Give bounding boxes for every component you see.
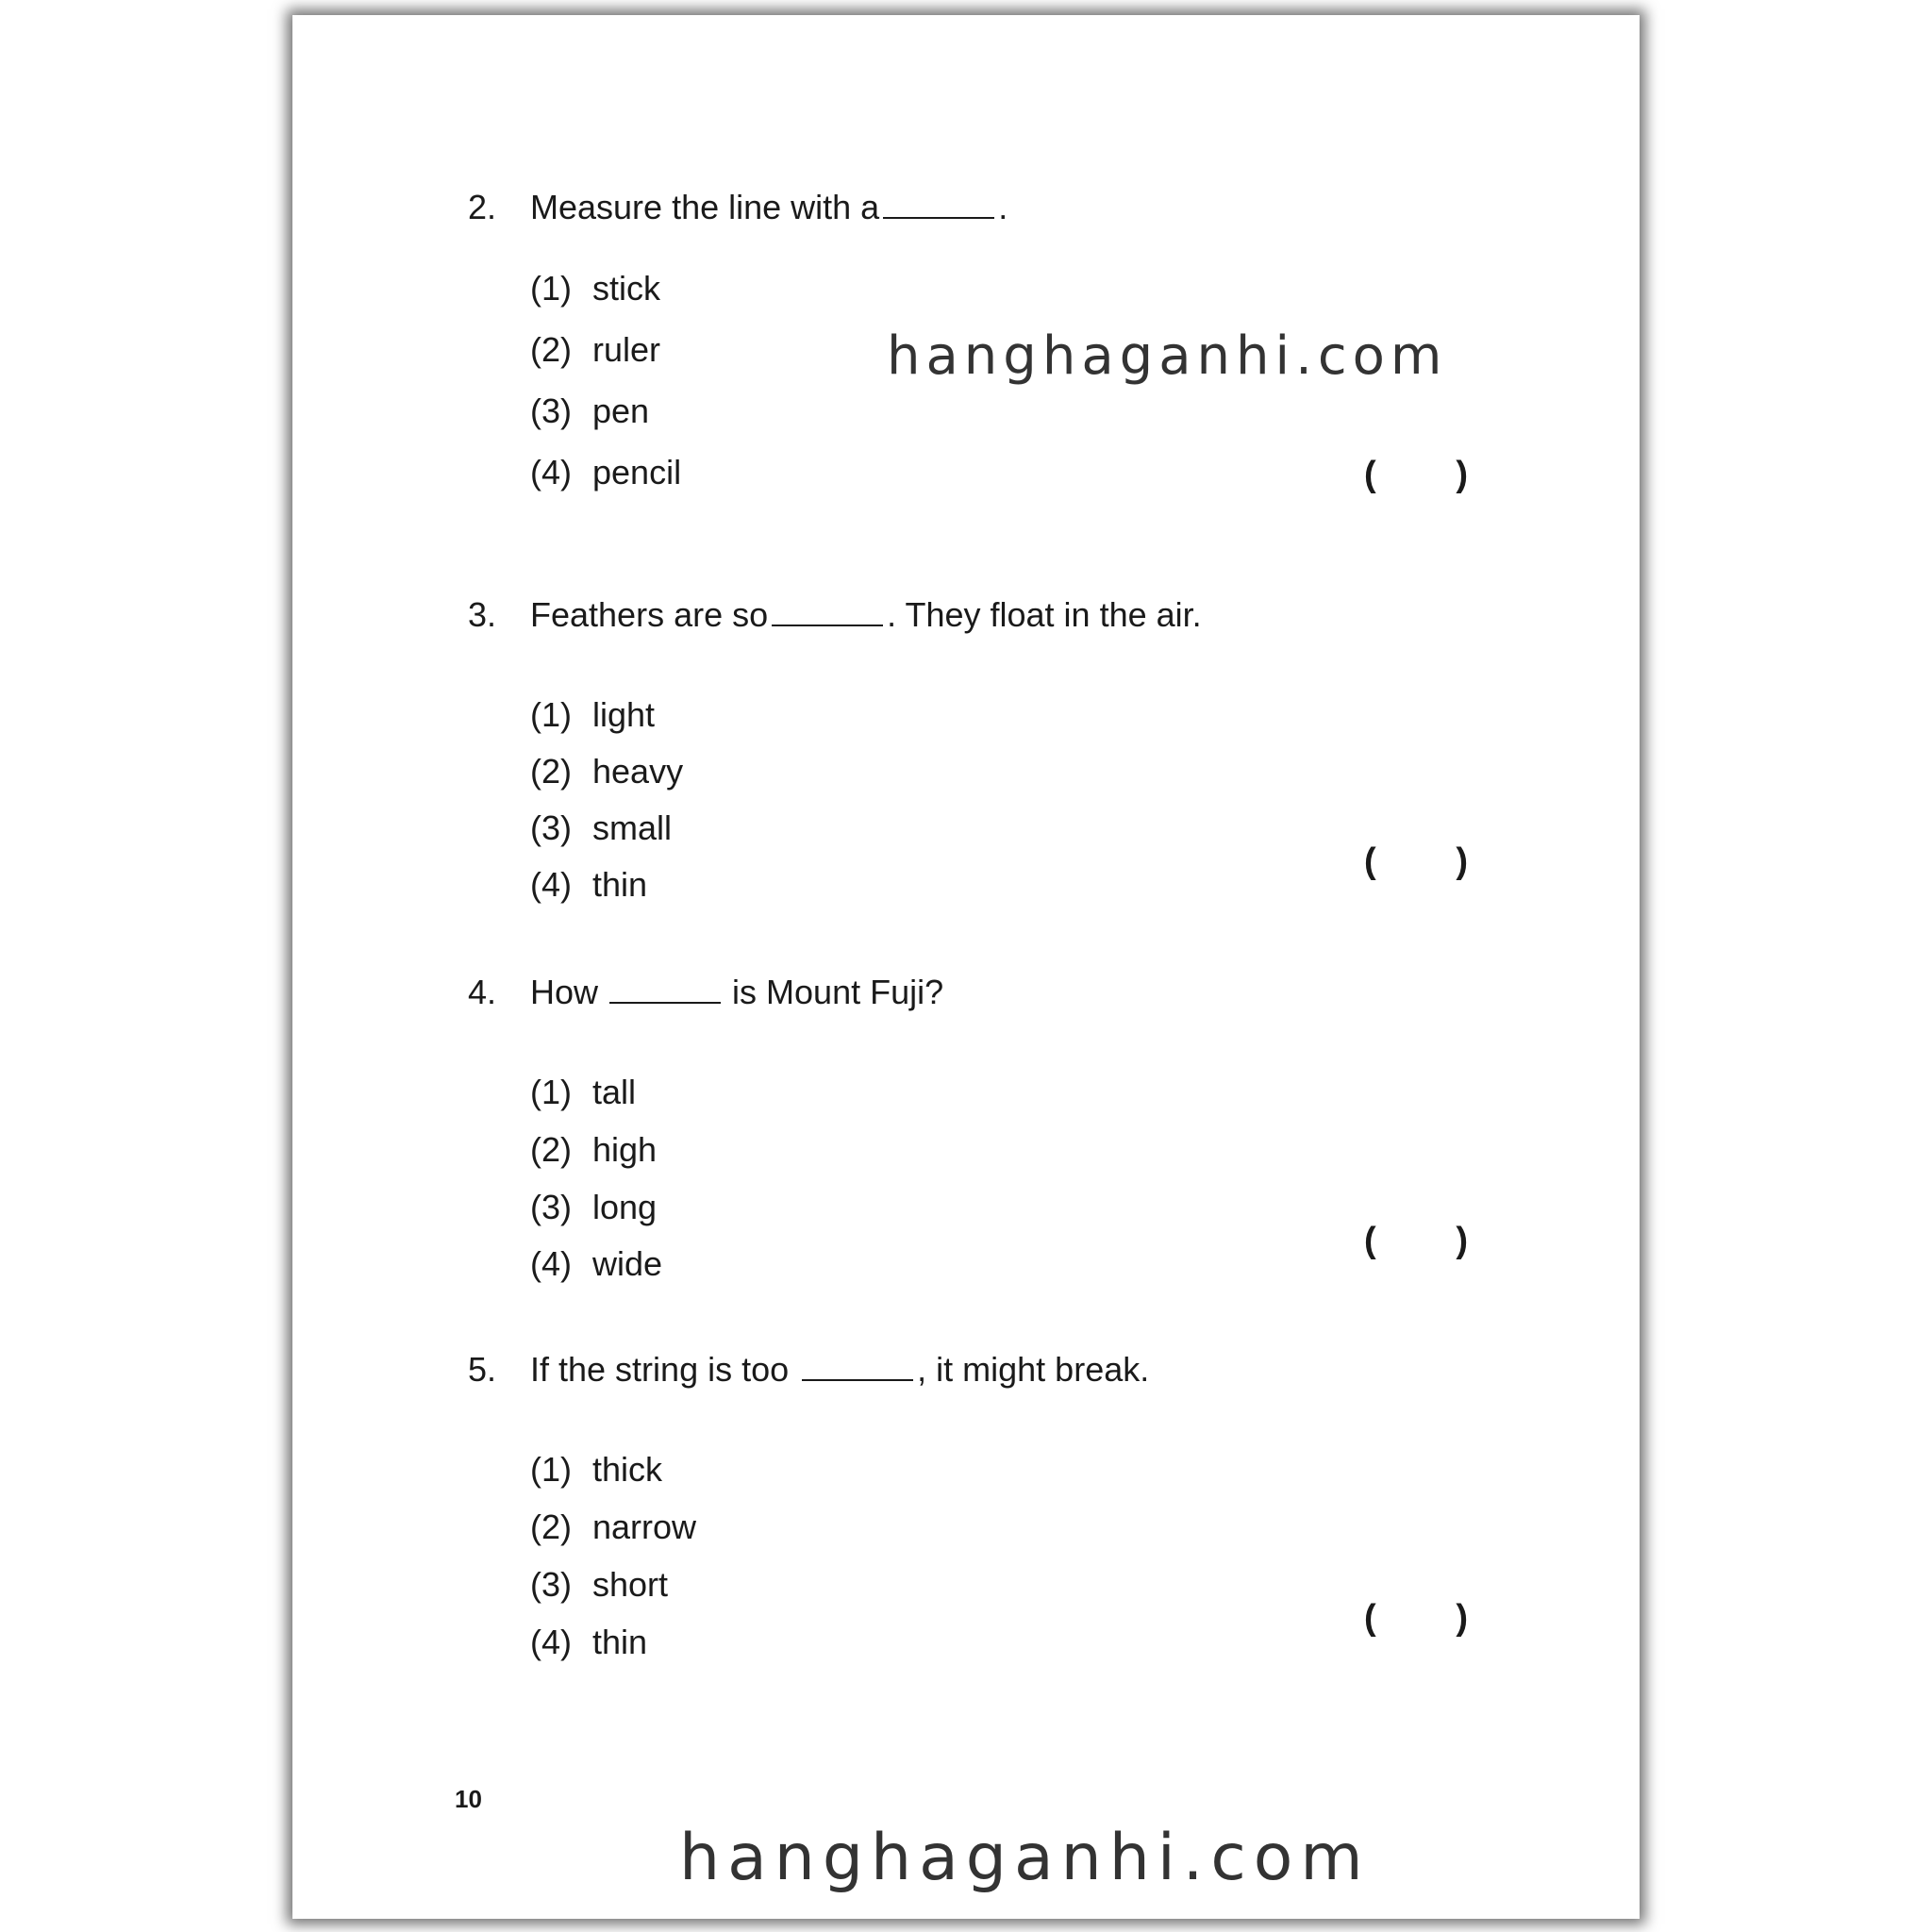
option-number: (1) (530, 269, 572, 308)
option-text: ruler (592, 330, 661, 369)
close-paren: ) (1456, 455, 1468, 494)
option-3 (530, 391, 650, 430)
answer-parentheses[interactable] (1364, 1223, 1468, 1258)
open-paren: ( (1364, 1598, 1376, 1638)
close-paren: ) (1456, 841, 1468, 881)
option-2 (530, 330, 661, 369)
option-number: (3) (530, 1188, 572, 1226)
option-text: pencil (592, 453, 682, 491)
option-4 (530, 1625, 647, 1659)
question-stem (468, 595, 1468, 634)
question-5 (468, 1350, 1468, 1661)
open-paren: ( (1364, 841, 1376, 881)
option-text: thin (592, 865, 648, 904)
open-paren: ( (1364, 1221, 1376, 1260)
option-3 (530, 1188, 658, 1226)
worksheet-page (292, 15, 1640, 1919)
answer-parentheses[interactable] (1364, 843, 1468, 879)
option-3 (530, 1565, 669, 1604)
page-number: 10 (455, 1785, 482, 1813)
stem-text-before: If the string is too (530, 1350, 790, 1389)
option-number: (1) (530, 695, 572, 734)
close-paren: ) (1456, 1221, 1468, 1260)
option-1 (530, 695, 656, 734)
option-number: (3) (530, 391, 572, 430)
watermark-top: hanghaganhi.com (887, 325, 1448, 387)
stem-text-before: Measure the line with a (530, 188, 880, 226)
answer-parentheses[interactable] (1364, 1600, 1468, 1636)
option-number: (2) (530, 1130, 572, 1169)
question-stem (468, 188, 1468, 226)
question-number: 3. (468, 595, 497, 634)
option-text: wide (592, 1244, 663, 1283)
question-stem (468, 1350, 1468, 1389)
option-number: (2) (530, 1507, 572, 1546)
question-stem (468, 975, 1468, 1009)
option-number: (1) (530, 1450, 572, 1489)
option-text: heavy (592, 752, 684, 791)
answer-parentheses[interactable] (1364, 457, 1468, 492)
answer-blank (609, 975, 721, 1004)
question-3 (468, 595, 1468, 904)
question-4 (468, 973, 1468, 1283)
stem-text-after: . They float in the air. (887, 595, 1202, 634)
option-number: (4) (530, 1244, 572, 1283)
option-number: (4) (530, 865, 572, 904)
option-text: long (592, 1188, 658, 1226)
option-number: (1) (530, 1073, 572, 1111)
option-number: (2) (530, 752, 572, 791)
option-text: short (592, 1565, 669, 1604)
answer-blank (883, 191, 994, 219)
question-number: 4. (468, 973, 497, 1011)
option-1 (530, 1450, 663, 1489)
watermark-bottom: hanghaganhi.com (679, 1821, 1371, 1895)
option-number: (3) (530, 808, 572, 847)
option-3 (530, 808, 673, 847)
answer-blank (802, 1353, 913, 1381)
option-text: thin (592, 1623, 648, 1661)
close-paren: ) (1456, 1598, 1468, 1638)
option-number: (3) (530, 1565, 572, 1604)
option-text: tall (592, 1073, 637, 1111)
option-2 (530, 752, 684, 791)
option-text: thick (592, 1450, 663, 1489)
option-number: (2) (530, 330, 572, 369)
stem-text-before: How (530, 973, 599, 1011)
stem-text-before: Feathers are so (530, 595, 769, 634)
answer-blank (772, 598, 883, 626)
stem-text-after: , it might break. (917, 1350, 1150, 1389)
option-4 (530, 865, 648, 904)
option-1 (530, 1075, 636, 1109)
option-number: (4) (530, 1623, 572, 1661)
option-4 (530, 1244, 663, 1283)
question-number: 5. (468, 1350, 497, 1389)
stem-text-after: . (998, 188, 1008, 226)
option-2 (530, 1130, 658, 1169)
open-paren: ( (1364, 455, 1376, 494)
stem-text-after: is Mount Fuji? (732, 973, 944, 1011)
option-text: stick (592, 269, 660, 308)
option-4 (530, 453, 682, 491)
option-2 (530, 1507, 697, 1546)
option-text: high (592, 1130, 658, 1169)
option-number: (4) (530, 453, 572, 491)
option-1 (530, 269, 660, 308)
option-text: light (592, 695, 656, 734)
option-text: narrow (592, 1507, 697, 1546)
option-text: pen (592, 391, 650, 430)
question-number: 2. (468, 188, 497, 226)
option-text: small (592, 808, 673, 847)
